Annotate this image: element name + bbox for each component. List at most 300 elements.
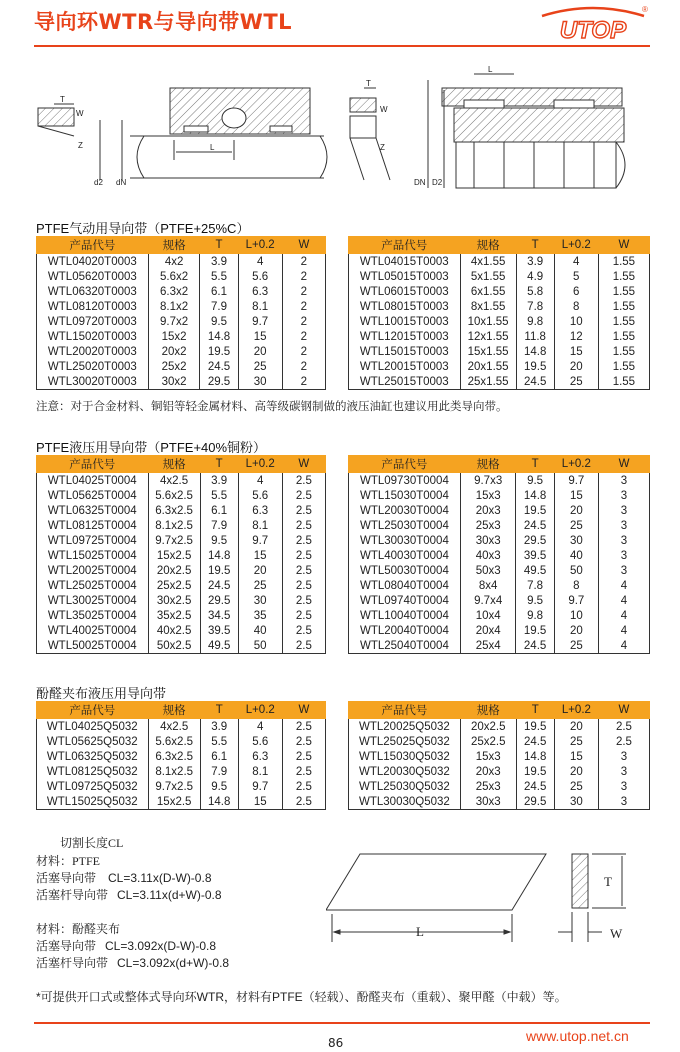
cell-l: 25 xyxy=(554,518,598,533)
cell-code: WTL09730T0004 xyxy=(349,473,461,489)
cell-size: 20x3 xyxy=(460,764,516,779)
table-row xyxy=(37,593,326,608)
cell-l: 50 xyxy=(554,563,598,578)
cell-w: 2 xyxy=(282,299,325,314)
col-header-l: L+0.2 xyxy=(554,456,598,473)
table-row xyxy=(37,518,326,533)
cell-code: WTL20040T0004 xyxy=(349,623,461,638)
cell-l: 4 xyxy=(238,254,282,270)
website-link[interactable]: www.utop.net.cn xyxy=(526,1028,629,1044)
cell-code: WTL08125Q5032 xyxy=(37,764,149,779)
table-row xyxy=(349,794,650,810)
table-ptfe-pneumatic-right xyxy=(348,236,650,390)
cell-t: 49.5 xyxy=(516,563,554,578)
cell-w: 2.5 xyxy=(282,518,325,533)
cell-t: 29.5 xyxy=(516,794,554,810)
cell-w: 4 xyxy=(598,593,649,608)
cell-size: 15x3 xyxy=(460,749,516,764)
cell-code: WTL04020T0003 xyxy=(37,254,149,270)
table-row xyxy=(37,359,326,374)
cell-t: 7.8 xyxy=(516,299,554,314)
cell-code: WTL30025T0004 xyxy=(37,593,149,608)
cell-l: 8 xyxy=(554,299,598,314)
table-row xyxy=(37,623,326,638)
cell-code: WTL15025Q5032 xyxy=(37,794,149,810)
cell-t: 19.5 xyxy=(516,359,554,374)
cell-code: WTL50025T0004 xyxy=(37,638,149,654)
cell-l: 50 xyxy=(238,638,282,654)
cell-l: 8.1 xyxy=(238,299,282,314)
cell-size: 8.1x2.5 xyxy=(148,764,200,779)
utop-logo xyxy=(538,4,648,48)
cell-l: 20 xyxy=(554,719,598,735)
table-ptfe-hydraulic-left xyxy=(36,455,326,654)
cell-t: 9.5 xyxy=(516,473,554,489)
dim-dn-label: dN xyxy=(116,178,127,187)
table-row xyxy=(349,503,650,518)
cell-size: 6.3x2.5 xyxy=(148,503,200,518)
section-title-ptfe-pneumatic: PTFE气动用导向带（PTFE+25%C） xyxy=(36,221,250,236)
cell-size: 30x3 xyxy=(460,794,516,810)
table-header-row xyxy=(349,702,650,719)
cell-w: 1.55 xyxy=(598,284,649,299)
cell-code: WTL06325Q5032 xyxy=(37,749,149,764)
cell-code: WTL04025T0004 xyxy=(37,473,149,489)
table-header-row xyxy=(37,702,326,719)
table-row xyxy=(37,314,326,329)
cell-size: 30x2 xyxy=(148,374,200,390)
table-row xyxy=(37,533,326,548)
cell-t: 14.8 xyxy=(516,488,554,503)
dim-z-label-2: Z xyxy=(380,143,385,152)
cell-l: 4 xyxy=(238,473,282,489)
cell-code: WTL20020T0003 xyxy=(37,344,149,359)
table-row xyxy=(37,503,326,518)
cell-size: 40x3 xyxy=(460,548,516,563)
cell-w: 2.5 xyxy=(598,719,649,735)
cell-l: 25 xyxy=(238,578,282,593)
cell-size: 50x2.5 xyxy=(148,638,200,654)
table-row xyxy=(349,314,650,329)
cell-code: WTL15030T0004 xyxy=(349,488,461,503)
cell-w: 2 xyxy=(282,374,325,390)
cell-w: 3 xyxy=(598,794,649,810)
bottom-rule xyxy=(34,1022,650,1024)
cell-w: 1.55 xyxy=(598,254,649,270)
cell-t: 29.5 xyxy=(200,593,238,608)
cell-w: 2.5 xyxy=(282,734,325,749)
cell-l: 6 xyxy=(554,284,598,299)
cell-t: 5.5 xyxy=(200,488,238,503)
cell-w: 1.55 xyxy=(598,329,649,344)
col-header-size: 规格 xyxy=(148,237,200,254)
cell-size: 40x2.5 xyxy=(148,623,200,638)
table-row xyxy=(37,269,326,284)
col-header-w: W xyxy=(598,702,649,719)
cell-w: 2 xyxy=(282,284,325,299)
cell-code: WTL20030T0004 xyxy=(349,503,461,518)
cell-w: 2.5 xyxy=(282,473,325,489)
cell-t: 39.5 xyxy=(200,623,238,638)
table-row xyxy=(37,254,326,270)
strip-top-view xyxy=(326,854,546,910)
cell-w: 2.5 xyxy=(282,608,325,623)
cell-l: 5.6 xyxy=(238,734,282,749)
cell-t: 7.9 xyxy=(200,299,238,314)
cell-code: WTL09740T0004 xyxy=(349,593,461,608)
dim-l-label-2: L xyxy=(488,65,493,74)
cell-w: 4 xyxy=(598,623,649,638)
cell-w: 2.5 xyxy=(282,749,325,764)
col-header-code: 产品代号 xyxy=(349,702,461,719)
cell-l: 20 xyxy=(238,344,282,359)
cell-size: 10x1.55 xyxy=(460,314,516,329)
cell-t: 29.5 xyxy=(200,374,238,390)
cell-l: 10 xyxy=(554,608,598,623)
col-header-code: 产品代号 xyxy=(349,237,461,254)
cell-l: 35 xyxy=(238,608,282,623)
table-row xyxy=(349,623,650,638)
dim-t-label-2: T xyxy=(366,79,371,88)
cell-l: 10 xyxy=(554,314,598,329)
table-row xyxy=(37,749,326,764)
cell-code: WTL30030Q5032 xyxy=(349,794,461,810)
cell-code: WTL30020T0003 xyxy=(37,374,149,390)
col-header-t: T xyxy=(516,456,554,473)
cell-w: 4 xyxy=(598,638,649,654)
cell-w: 4 xyxy=(598,578,649,593)
cell-w: 2.5 xyxy=(282,764,325,779)
cell-t: 19.5 xyxy=(200,563,238,578)
cell-code: WTL04015T0003 xyxy=(349,254,461,270)
table-row xyxy=(37,764,326,779)
cell-size: 9.7x3 xyxy=(460,473,516,489)
col-header-l: L+0.2 xyxy=(554,702,598,719)
cell-w: 1.55 xyxy=(598,299,649,314)
cell-size: 9.7x2.5 xyxy=(148,779,200,794)
cut-strip-drawing xyxy=(326,846,646,966)
strip-section-view xyxy=(572,854,588,908)
cell-w: 1.55 xyxy=(598,269,649,284)
cell-size: 25x2 xyxy=(148,359,200,374)
cell-size: 25x1.55 xyxy=(460,374,516,390)
section-title-phenolic: 酚醛夹布液压用导向带 xyxy=(36,686,167,701)
phenolic-material: 材料：酚醛夹布 xyxy=(36,922,121,936)
cell-t: 5.5 xyxy=(200,269,238,284)
cell-t: 6.1 xyxy=(200,749,238,764)
cell-t: 9.5 xyxy=(200,779,238,794)
col-header-t: T xyxy=(516,702,554,719)
table-row xyxy=(349,764,650,779)
table-row xyxy=(349,533,650,548)
cell-t: 29.5 xyxy=(516,533,554,548)
cell-l: 9.7 xyxy=(238,533,282,548)
col-header-w: W xyxy=(282,702,325,719)
table-row xyxy=(37,344,326,359)
table-phenolic-left xyxy=(36,701,326,810)
col-header-t: T xyxy=(200,237,238,254)
cell-l: 25 xyxy=(554,374,598,390)
cell-l: 40 xyxy=(238,623,282,638)
col-header-w: W xyxy=(598,237,649,254)
cell-t: 24.5 xyxy=(200,578,238,593)
cell-t: 19.5 xyxy=(516,623,554,638)
cell-t: 19.5 xyxy=(516,764,554,779)
table-phenolic-right xyxy=(348,701,650,810)
col-header-size: 规格 xyxy=(148,456,200,473)
table-row xyxy=(349,779,650,794)
cell-code: WTL06325T0004 xyxy=(37,503,149,518)
piston-drawing xyxy=(428,74,625,188)
cell-l: 20 xyxy=(554,359,598,374)
cell-l: 20 xyxy=(238,563,282,578)
ptfe-piston-line xyxy=(36,869,212,886)
cell-size: 8x4 xyxy=(460,578,516,593)
cell-l: 25 xyxy=(238,359,282,374)
col-header-t: T xyxy=(516,237,554,254)
cell-w: 2 xyxy=(282,254,325,270)
cell-w: 1.55 xyxy=(598,374,649,390)
cell-code: WTL15030Q5032 xyxy=(349,749,461,764)
cell-size: 4x2.5 xyxy=(148,719,200,735)
table-row xyxy=(349,578,650,593)
cell-code: WTL25030T0004 xyxy=(349,518,461,533)
table-row xyxy=(37,284,326,299)
cell-size: 20x1.55 xyxy=(460,359,516,374)
phenolic-piston-line xyxy=(36,937,216,954)
cell-size: 10x4 xyxy=(460,608,516,623)
col-header-code: 产品代号 xyxy=(37,702,149,719)
dim-z-label-1: Z xyxy=(78,141,83,150)
cell-w: 2.5 xyxy=(282,488,325,503)
table-row xyxy=(349,473,650,489)
cell-w: 1.55 xyxy=(598,359,649,374)
dim-dn-upper-label: DN xyxy=(414,178,426,187)
cell-l: 5.6 xyxy=(238,269,282,284)
cell-code: WTL15020T0003 xyxy=(37,329,149,344)
cell-t: 14.8 xyxy=(200,548,238,563)
cell-l: 30 xyxy=(554,794,598,810)
cell-code: WTL40030T0004 xyxy=(349,548,461,563)
cell-l: 15 xyxy=(238,329,282,344)
cell-l: 4 xyxy=(238,719,282,735)
ptfe-rod-formula: CL=3.11x(d+W)-0.8 xyxy=(117,888,222,902)
table-row xyxy=(37,794,326,810)
col-header-size: 规格 xyxy=(148,702,200,719)
table-ptfe-hydraulic-right xyxy=(348,455,650,654)
cell-l: 25 xyxy=(554,779,598,794)
cell-t: 19.5 xyxy=(516,503,554,518)
cell-code: WTL20030Q5032 xyxy=(349,764,461,779)
cell-l: 6.3 xyxy=(238,284,282,299)
logo-text: UTOP xyxy=(559,17,627,44)
ptfe-piston-formula: CL=3.11x(D-W)-0.8 xyxy=(108,871,212,885)
table-row xyxy=(349,608,650,623)
cell-size: 8.1x2 xyxy=(148,299,200,314)
table-row xyxy=(37,638,326,654)
cell-l: 9.7 xyxy=(554,593,598,608)
cell-t: 7.9 xyxy=(200,764,238,779)
cell-t: 3.9 xyxy=(516,254,554,270)
installation-drawings xyxy=(34,60,650,210)
table-ptfe-pneumatic-left xyxy=(36,236,326,390)
cell-size: 25x2.5 xyxy=(460,734,516,749)
table-row xyxy=(37,563,326,578)
cell-code: WTL25040T0004 xyxy=(349,638,461,654)
cell-code: WTL05625T0004 xyxy=(37,488,149,503)
cell-w: 2.5 xyxy=(282,563,325,578)
rod-drawing xyxy=(38,88,327,180)
cell-size: 25x3 xyxy=(460,518,516,533)
cell-code: WTL06320T0003 xyxy=(37,284,149,299)
cell-w: 2.5 xyxy=(282,719,325,735)
cell-t: 5.8 xyxy=(516,284,554,299)
cell-l: 30 xyxy=(238,374,282,390)
cell-w: 3 xyxy=(598,473,649,489)
col-header-l: L+0.2 xyxy=(238,456,282,473)
table-row xyxy=(349,269,650,284)
cell-code: WTL09720T0003 xyxy=(37,314,149,329)
col-header-size: 规格 xyxy=(460,237,516,254)
cell-size: 50x3 xyxy=(460,563,516,578)
cell-code: WTL10040T0004 xyxy=(349,608,461,623)
cell-t: 9.8 xyxy=(516,314,554,329)
cell-t: 9.5 xyxy=(200,314,238,329)
cell-size: 6x1.55 xyxy=(460,284,516,299)
cell-code: WTL20015T0003 xyxy=(349,359,461,374)
cell-code: WTL05625Q5032 xyxy=(37,734,149,749)
cell-w: 2.5 xyxy=(282,794,325,810)
cell-t: 14.8 xyxy=(200,794,238,810)
table-row xyxy=(37,473,326,489)
cell-w: 3 xyxy=(598,488,649,503)
table-row xyxy=(37,548,326,563)
cell-t: 34.5 xyxy=(200,608,238,623)
cell-code: WTL05015T0003 xyxy=(349,269,461,284)
table-row xyxy=(37,374,326,390)
ptfe-material: 材料：PTFE xyxy=(36,854,101,868)
cutting-title: 切割长度CL xyxy=(60,836,124,850)
cell-t: 3.9 xyxy=(200,254,238,270)
cell-w: 3 xyxy=(598,533,649,548)
cell-l: 20 xyxy=(554,764,598,779)
cell-w: 4 xyxy=(598,608,649,623)
cell-size: 5x1.55 xyxy=(460,269,516,284)
section-title-ptfe-hydraulic: PTFE液压用导向带（PTFE+40%铜粉） xyxy=(36,440,267,455)
table-row xyxy=(349,518,650,533)
section-drawing xyxy=(350,88,390,180)
cell-l: 8 xyxy=(554,578,598,593)
cell-l: 15 xyxy=(238,548,282,563)
cell-t: 9.5 xyxy=(200,533,238,548)
cell-size: 30x2.5 xyxy=(148,593,200,608)
col-header-t: T xyxy=(200,456,238,473)
cell-l: 40 xyxy=(554,548,598,563)
col-header-t: T xyxy=(200,702,238,719)
cell-size: 4x2.5 xyxy=(148,473,200,489)
col-header-w: W xyxy=(282,237,325,254)
ptfe-rod-line xyxy=(36,886,222,903)
cell-w: 2 xyxy=(282,314,325,329)
col-header-l: L+0.2 xyxy=(238,237,282,254)
table-row xyxy=(349,638,650,654)
top-rule xyxy=(34,45,650,47)
cell-t: 14.8 xyxy=(516,344,554,359)
cell-l: 25 xyxy=(554,638,598,654)
cell-t: 9.5 xyxy=(516,593,554,608)
cell-code: WTL25025T0004 xyxy=(37,578,149,593)
cell-w: 3 xyxy=(598,563,649,578)
cell-t: 39.5 xyxy=(516,548,554,563)
table-header-row xyxy=(37,456,326,473)
cell-t: 3.9 xyxy=(200,719,238,735)
cell-w: 3 xyxy=(598,548,649,563)
cell-code: WTL35025T0004 xyxy=(37,608,149,623)
cell-w: 3 xyxy=(598,764,649,779)
cell-code: WTL50030T0004 xyxy=(349,563,461,578)
cell-size: 4x1.55 xyxy=(460,254,516,270)
cell-l: 25 xyxy=(554,734,598,749)
cell-l: 12 xyxy=(554,329,598,344)
cell-w: 2 xyxy=(282,329,325,344)
ptfe-piston-label: 活塞导向带 xyxy=(36,871,97,885)
cell-code: WTL10015T0003 xyxy=(349,314,461,329)
cell-t: 6.1 xyxy=(200,503,238,518)
cell-size: 20x2.5 xyxy=(148,563,200,578)
table-row xyxy=(349,734,650,749)
cell-size: 6.3x2.5 xyxy=(148,749,200,764)
table-row xyxy=(349,344,650,359)
cell-w: 2.5 xyxy=(282,623,325,638)
phenolic-rod-line xyxy=(36,954,229,971)
cell-code: WTL15025T0004 xyxy=(37,548,149,563)
dim-w-label-1: W xyxy=(76,109,84,118)
cell-size: 20x3 xyxy=(460,503,516,518)
cell-size: 20x4 xyxy=(460,623,516,638)
cell-size: 25x4 xyxy=(460,638,516,654)
dim-t-label-1: T xyxy=(60,95,65,104)
cell-w: 2 xyxy=(282,359,325,374)
cell-code: WTL30030T0004 xyxy=(349,533,461,548)
cell-code: WTL25025Q5032 xyxy=(349,734,461,749)
cell-size: 25x3 xyxy=(460,779,516,794)
cell-l: 9.7 xyxy=(554,473,598,489)
page-title: 导向环WTR与导向带WTL xyxy=(34,10,293,34)
phenolic-piston-label: 活塞导向带 xyxy=(36,939,97,953)
cell-w: 1.55 xyxy=(598,344,649,359)
cell-t: 24.5 xyxy=(516,638,554,654)
cell-size: 9.7x2.5 xyxy=(148,533,200,548)
cell-code: WTL09725Q5032 xyxy=(37,779,149,794)
col-header-w: W xyxy=(598,456,649,473)
table-row xyxy=(37,719,326,735)
cell-size: 9.7x2 xyxy=(148,314,200,329)
cell-t: 11.8 xyxy=(516,329,554,344)
col-header-code: 产品代号 xyxy=(37,456,149,473)
cell-l: 8.1 xyxy=(238,518,282,533)
cell-l: 20 xyxy=(554,503,598,518)
cell-t: 14.8 xyxy=(200,329,238,344)
cell-t: 7.9 xyxy=(200,518,238,533)
table-row xyxy=(349,284,650,299)
cell-t: 19.5 xyxy=(516,719,554,735)
table-row xyxy=(349,299,650,314)
cell-size: 25x2.5 xyxy=(148,578,200,593)
cell-w: 2 xyxy=(282,344,325,359)
cell-t: 24.5 xyxy=(516,779,554,794)
col-header-size: 规格 xyxy=(460,456,516,473)
cell-code: WTL25015T0003 xyxy=(349,374,461,390)
